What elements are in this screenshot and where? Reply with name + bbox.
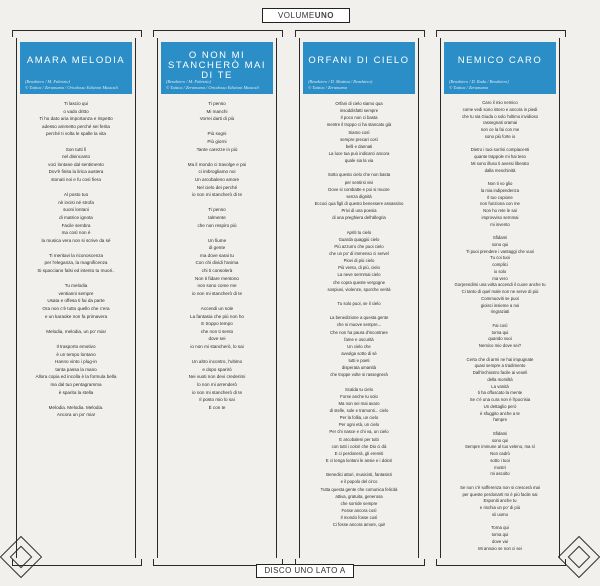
lyric-line: ma vero xyxy=(492,275,508,281)
lyric-line xyxy=(443,141,557,148)
lyric-line: Più vento, di più, cielo xyxy=(338,265,380,271)
lyric-line: Un dettaglio però xyxy=(483,403,517,409)
lyric-line: che si muove sempre... xyxy=(336,322,382,328)
lyric-line: La fantasia che più non ho xyxy=(190,313,244,319)
credits-publisher: © Tattica / Zeramama / Ortodosso Edizioni Musicali xyxy=(25,85,118,90)
lyric-line: perché ti volta le spalle la vita xyxy=(45,131,106,137)
lyric-line: La vanità xyxy=(491,383,509,389)
lyric-line: E troppo tempo xyxy=(201,321,233,327)
lyric-line: che copra queste vergogne xyxy=(332,279,386,285)
lyric-line: torna qui xyxy=(491,329,509,335)
lyric-line: mentre il troppo ci ha stancato già xyxy=(326,122,392,128)
lyric-line: Al posto tuo xyxy=(63,192,89,198)
song-lyrics xyxy=(302,100,416,528)
lyric-line: Ti penso xyxy=(208,207,226,213)
lyric-line: io non mi stancherò di te xyxy=(191,192,243,198)
lyric-line: quando vuoi xyxy=(488,336,512,342)
lyric-line xyxy=(160,123,274,131)
lyric-line: dove sei xyxy=(208,336,226,342)
lyric-line xyxy=(19,320,133,328)
lyric-line: per queste perdonarti mi è più facile sai xyxy=(462,491,538,497)
lyric-line: io non mi stancherò di te xyxy=(191,290,243,296)
lyric-line: Il posto mio lo sai xyxy=(199,397,235,403)
lyric-line: nel disincanto xyxy=(61,154,91,160)
lyric-line: Il trasporto emotivo xyxy=(56,344,96,349)
lyric-line: Mi manchi xyxy=(206,108,228,114)
lyric-line: di matrice ignota xyxy=(59,214,93,220)
lyric-line: o vado dritto xyxy=(63,108,89,114)
lyric-line: Mi sono illuso ti avessi liberato xyxy=(470,160,530,166)
lyric-line: di una preghiera dell'allegria xyxy=(332,215,386,221)
lyric-line: E ci perdonerà, gli eremiti xyxy=(334,450,384,456)
lyric-line: Allora copia ed incolla è la formula bella xyxy=(35,374,117,380)
lyric-line: con tutti i colori che Dio ci dà xyxy=(331,443,387,449)
lyric-line: mi ascolto xyxy=(490,471,510,477)
lyric-line: per l'eleganza, la magnificenza xyxy=(44,260,108,266)
lyric-line: Sfidami xyxy=(492,430,508,436)
lyric-line xyxy=(160,229,274,237)
column-top-frame xyxy=(12,30,142,37)
lyric-line: ringraziati xyxy=(490,309,510,315)
song-title: AMARA MELODIA xyxy=(26,55,126,66)
lyric-line: Per chi nasce e chi va, un cielo xyxy=(329,429,389,435)
lyric-line xyxy=(19,244,133,252)
column-top-frame xyxy=(295,30,425,37)
lyric-line: stonati noi e fu così fiera xyxy=(51,176,101,182)
song-credits xyxy=(449,79,553,91)
song-title: NEMICO CARO xyxy=(457,55,543,66)
lyric-line: Dietro i tuoi sorrisi compiacenti xyxy=(470,147,530,153)
lyric-line: Ancora un po' mia! xyxy=(56,412,96,418)
lyric-line: Tutta questa gente che comunica felicità xyxy=(320,486,398,492)
lyric-line: mi invento xyxy=(490,221,510,227)
lyric-line: della morsiltà xyxy=(487,376,513,382)
lyric-line: che sorride sempre xyxy=(340,500,378,506)
volume-label xyxy=(262,8,350,23)
lyric-line: e il popolo del circo xyxy=(340,479,378,485)
lyric-line: senza dignità xyxy=(346,193,372,199)
lyric-line: Commuoviti se puoi xyxy=(481,295,519,301)
lyric-line: Forse anche tu solo xyxy=(340,393,378,399)
lyric-line: Tu melodia xyxy=(64,283,88,289)
lyric-line: attiva, gratuita, generosa xyxy=(335,493,383,499)
lyric-line: Che non ha paura d'incontrare xyxy=(330,329,388,335)
lyric-line: fame e oscurità xyxy=(344,336,374,342)
lyric-line xyxy=(302,378,416,385)
lyric-line: Mi annoio se non ci sei xyxy=(478,545,522,551)
credits-authors: (Renzhiero / M. Fabrizio) xyxy=(166,79,211,84)
lyric-line: non funziona con me xyxy=(480,201,520,207)
lyric-line: Ti ho dato aria importanza e rispetto xyxy=(39,116,113,122)
lyric-line: Non cadrò xyxy=(490,451,510,456)
disc-side-label: DISCO UNO LATO A xyxy=(256,564,354,578)
lyric-line: improvviso sernmai xyxy=(481,214,519,220)
lyric-line xyxy=(19,396,133,404)
lyric-line: sono qui xyxy=(491,437,509,443)
song-credits xyxy=(308,79,412,91)
lyric-line: Ci fosse ancora amore, qui! xyxy=(332,522,386,528)
lyric-line: Più giorni xyxy=(207,138,227,144)
lyric-line: Tante carezze in più xyxy=(196,146,238,152)
lyric-line: di stelle, sole e tramonti... cielo xyxy=(329,408,389,414)
lyric-line: e dopo sparirò xyxy=(202,366,232,372)
lyric-line xyxy=(160,297,274,305)
lyric-line: insoddisfatti sempre xyxy=(339,108,379,114)
lyric-line: e rischia un po' di più xyxy=(479,505,521,510)
lyric-line: Privi di una poesia xyxy=(341,208,377,214)
lyric-line: La luce tua può indicarci ancora xyxy=(328,150,390,156)
lyric-line xyxy=(19,275,133,283)
lyric-line: Usata e offesa ti fai da parte xyxy=(47,298,105,304)
lyric-line: Ma il mondo ci travolge e poi xyxy=(187,161,247,167)
lyric-line xyxy=(443,174,557,181)
lyric-line: ma così non è xyxy=(61,230,91,236)
lyric-line: quante trappole mi hai teso xyxy=(474,154,526,159)
lyric-line xyxy=(302,307,416,314)
song-column-4 xyxy=(440,38,560,558)
song-header xyxy=(161,42,273,94)
lyric-line: disperata umanità xyxy=(341,365,377,371)
lyric-line xyxy=(443,228,557,235)
lyric-line: Siamo così xyxy=(348,129,370,135)
lyric-line xyxy=(19,138,133,146)
lyric-line xyxy=(443,478,557,485)
lyric-line: Guarda quaggiù cielo xyxy=(338,236,380,242)
credits-authors: (Renzhiero / D. Mattina / Renzhiero) xyxy=(308,79,373,84)
lyric-line: Benedici attori, musicisti, fantasisti xyxy=(326,472,392,478)
lyric-line: e un karaoke non fa primavera xyxy=(44,313,108,319)
lyric-line: E arcobaleni per tutti xyxy=(339,436,379,442)
column-top-frame xyxy=(153,30,283,37)
lyric-line: Hanno vinto i plug-in xyxy=(55,359,97,365)
lyric-line: Gorprendimi una volta accendi il cuore anche tu xyxy=(454,282,546,288)
song-header xyxy=(20,42,132,94)
lyric-line: E ci tenga lontani le ansie e i dolori xyxy=(325,458,393,464)
song-lyrics xyxy=(160,100,274,411)
lyric-line: che tu sia Giuda o solo l'ultimo invidioso xyxy=(461,113,539,119)
lyric-line: Se non c'è sofferenza non si crescerà mai xyxy=(460,484,540,490)
lyric-line: Accendi un sole xyxy=(200,306,234,312)
lyric-line: Caro il mio nemico xyxy=(482,100,518,105)
lyric-line: nè incisi né strofa xyxy=(58,199,94,205)
song-header xyxy=(303,42,415,94)
lyric-line: ma dal tuo pentagramma xyxy=(50,381,102,387)
song-credits xyxy=(25,79,129,91)
column-top-frame xyxy=(436,30,566,37)
lyric-line: Melodia. Melodia. Melodia. xyxy=(48,404,104,410)
lyric-line: adesso ammetto perché sei ferita xyxy=(42,123,110,129)
lyric-line: Non ti vo glio xyxy=(487,181,513,186)
lyric-line: tanta passa la mano xyxy=(55,366,97,372)
lyric-line: Certo che di armi ne hai impugnate xyxy=(466,356,534,362)
lyric-line: Nel cielo dei perché xyxy=(196,184,238,190)
lyric-line: Per ogni età, un cielo xyxy=(338,422,380,428)
lyric-line: Orfani di cielo siamo qua xyxy=(335,101,383,106)
lyric-line: Piovi di più cielo xyxy=(343,258,375,264)
lyric-line: tutti e poeti xyxy=(348,358,370,364)
lyric-line: quasi sempre a tradimento xyxy=(474,363,526,369)
lyric-line: ma dove sarai tu xyxy=(200,252,234,258)
lyric-line: è sfuggito anche a te xyxy=(480,410,520,416)
lyric-line: complici xyxy=(492,262,508,267)
lyric-line: come vedi sono intero e ancora in piedi xyxy=(462,106,538,112)
lyric-line: Sempre immune al tuo veleno, ma sì xyxy=(465,444,535,450)
lyric-line: Ci tanto di quel male non ne serve di più xyxy=(461,289,539,294)
lyric-line: Ti lascio qui xyxy=(63,101,89,106)
lyric-line: l'ampre xyxy=(493,417,507,423)
lyric-line: sospiusi, violenze, sporche verità xyxy=(327,286,391,292)
lyric-line: avvolga sotto di sé xyxy=(341,350,377,356)
lyric-line: mostri xyxy=(494,464,506,470)
lyric-line: Per la follia, un cielo xyxy=(339,415,379,421)
song-title: O NON MI STANCHERÒ MAI DI TE xyxy=(168,50,266,81)
lyric-line xyxy=(443,519,557,526)
lyric-line: che non ti sento xyxy=(200,328,234,334)
lyric-line: Un cielo che xyxy=(347,343,371,349)
lyric-line xyxy=(302,293,416,300)
lyric-line: io non mi stancherò di te xyxy=(191,389,243,395)
lyric-line xyxy=(302,221,416,228)
lyric-line: Son tutti lì xyxy=(65,146,87,152)
lyric-line xyxy=(302,464,416,471)
lyric-line: dove vai xyxy=(491,538,508,544)
lyric-line: Vorrei darti di più xyxy=(199,116,235,122)
ornament-bottom-right-icon xyxy=(558,536,600,578)
lyric-line: sono più forte io xyxy=(484,133,516,139)
lyric-line: Non ti fidare mentono xyxy=(195,275,239,281)
lyric-line: Se c'è una cura non è l'ipocrisia xyxy=(469,397,531,402)
lyric-line: Non ho rete le sai xyxy=(483,208,517,213)
lyric-line: che un po' di immenso ci servel xyxy=(329,250,389,256)
lyric-line: Un arcobaleno amore xyxy=(194,176,240,182)
lyric-line: non sono come me xyxy=(197,283,237,289)
lyric-line: ventianni sempre xyxy=(58,290,94,296)
lyric-line xyxy=(160,351,274,359)
lyric-line: Tu coi tuoi xyxy=(490,255,510,261)
credits-authors: (Renzhiero / M. Fabrizio) xyxy=(25,79,70,84)
song-credits xyxy=(166,79,270,91)
lyric-line: Apriti tu cielo xyxy=(346,229,372,235)
lyric-line: Fosse ancora così xyxy=(341,508,377,514)
volume-prefix: VOLUME xyxy=(277,11,315,20)
lyric-line: Nemico mio dove sei? xyxy=(478,343,522,348)
lyric-line: sempre precari così xyxy=(340,136,378,142)
lyric-line: non ce la fai con me xyxy=(480,127,520,132)
lyric-line: che troppe volte si rassegnerà xyxy=(330,372,388,378)
song-title: ORFANI DI CIELO xyxy=(308,55,410,66)
lyric-line: chi ti consolerà xyxy=(201,268,233,274)
credits-publisher: © Tattica / Zeramama xyxy=(449,85,488,90)
lyric-line: la musica vera non si scrive da sé xyxy=(41,237,111,243)
lyric-line: ci imbrogliamo noi xyxy=(198,169,236,175)
lyric-line: Melodia, melodia, un po' mia! xyxy=(46,328,106,334)
lyric-line: la mia indipendenza xyxy=(480,187,520,193)
lyric-line: Tu solo puoi, se il cielo xyxy=(337,300,381,306)
lyric-line: Esponiti anche tu xyxy=(483,498,517,504)
lyric-line: Ora non c'è tutto quello che c'era xyxy=(42,306,110,312)
lyric-line: Eccoci qua figli di questo benessere assassino xyxy=(314,200,404,206)
song-header xyxy=(444,42,556,94)
lyric-line: Ti meritavi la riconoscenza xyxy=(48,252,104,258)
lyric-line: Torna qui xyxy=(491,525,509,531)
lyric-line xyxy=(160,153,274,161)
lyric-line: quale sia la via xyxy=(344,158,374,164)
lyric-line: La benedizione a questa gente xyxy=(329,315,389,321)
song-column-1 xyxy=(16,38,136,558)
lyric-line: sii uomo xyxy=(491,511,508,517)
lyric-line: Sotto questo cielo che non basta xyxy=(327,172,391,178)
lyric-line: Il mondo fosse così xyxy=(340,515,378,521)
lyric-line: sono qui xyxy=(491,241,509,247)
lyric-line: io solo xyxy=(493,268,507,274)
lyric-line: rassegnati oramai xyxy=(482,120,518,126)
lyric-line: Nei vuoti non devi crederimi xyxy=(188,374,246,380)
lyric-line: talmente xyxy=(208,214,226,220)
lyric-line: Ti puoi prendere i vantaggi che vuoi xyxy=(466,248,534,254)
lyric-line: per sentirsi vivi xyxy=(344,179,374,185)
lyric-line: Scalda tu cielo xyxy=(345,386,373,392)
column-bottom-frame xyxy=(436,559,566,566)
lyric-line xyxy=(19,184,133,192)
lyric-line: Ti penso xyxy=(208,101,226,106)
song-lyrics xyxy=(443,100,557,552)
lyric-line: Con chi dividi l'anima xyxy=(195,260,239,266)
lyric-line: è un tempo lontano xyxy=(56,351,96,357)
lyric-line xyxy=(443,424,557,431)
lyric-line: di gente xyxy=(208,245,226,251)
lyric-line: Dall'inchiostro facile ai veseli xyxy=(472,370,528,375)
lyric-line xyxy=(302,164,416,171)
lyric-line: lo non mi arrenderò xyxy=(197,381,237,387)
lyric-line xyxy=(443,316,557,323)
lyric-line: sotto i tuoi xyxy=(490,457,510,463)
lyric-line: La neve sermmai cielo xyxy=(337,272,381,278)
credits-authors: (Renzhiero / D. Rada / Renzhiero) xyxy=(449,79,509,84)
lyric-line: Dov'è finita la lirica austera xyxy=(48,169,104,175)
lyric-line: Ma non sei mai avaro xyxy=(338,400,380,406)
lyric-line: Fai così xyxy=(492,322,508,328)
lyric-line: io non mi stancherò, lo sai xyxy=(190,344,244,349)
song-column-2 xyxy=(157,38,277,558)
lyric-line: Si spacciano falsi ed intento tu muori.. xyxy=(37,268,115,274)
song-lyrics xyxy=(19,100,133,419)
lyric-line: belli e dannati xyxy=(345,143,373,149)
lyric-line: Un altro incontro, l'ultimo xyxy=(191,359,243,365)
lyric-line xyxy=(19,335,133,343)
lyric-line: Dove si combatte e poi si muore xyxy=(328,186,390,192)
lyric-line: gioisci insieme a noi xyxy=(480,302,520,308)
lyric-line xyxy=(160,199,274,207)
lyric-line: È con te xyxy=(208,404,226,410)
column-bottom-frame xyxy=(12,559,142,566)
song-column-3 xyxy=(299,38,419,558)
credits-publisher: © Tattica / Zeramama / Ortodosso Edizioni Musicali xyxy=(166,85,259,90)
lyric-line: Più sogni xyxy=(207,131,227,137)
lyric-line: Un fiume xyxy=(207,237,227,243)
lyric-line: Il poco non ci basta xyxy=(340,115,378,121)
lyric-line: voci lontane dal sentimento xyxy=(48,161,104,167)
lyric-line: dalla meschinità xyxy=(484,167,516,173)
lyric-line: è sparita la stella xyxy=(58,389,94,395)
lyric-line: torna qui xyxy=(491,532,509,537)
volume-suffix: UNO xyxy=(314,11,335,20)
lyric-line: Facile sembra xyxy=(61,222,91,228)
lyric-line: suoni lontani xyxy=(63,207,89,213)
lyric-line: Sfidami xyxy=(492,235,508,240)
lyric-line: Più azzurro che puoi cielo xyxy=(334,243,384,249)
lyric-line: Il tuo copione xyxy=(487,194,513,200)
lyric-line: ti ha offuscato la mente xyxy=(477,390,523,396)
credits-publisher: © Tattica / Zeramama xyxy=(308,85,347,90)
lyric-line xyxy=(443,350,557,357)
lyric-line: che non respiro più xyxy=(197,222,237,228)
